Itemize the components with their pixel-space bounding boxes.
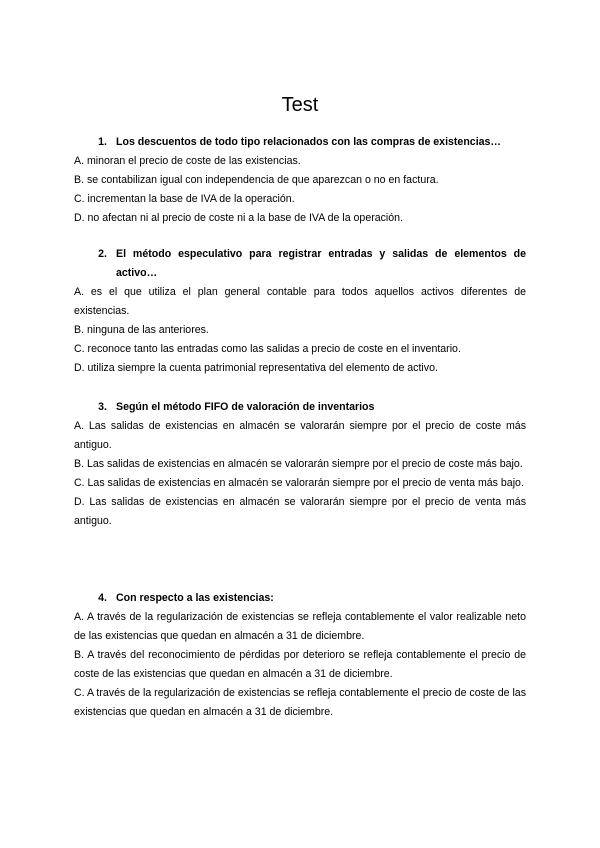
question-text: Con respecto a las existencias: [116,592,274,604]
question-text: Los descuentos de todo tipo relacionados con las compras de existencias… [116,136,502,148]
question-number: 2. [98,248,107,260]
option-c: C. A través de la regularización de existencias se refleja contablemente el precio de coste de las existencias que quedan en almacén a 31 de diciembre. [74,687,526,718]
question-text: El método especulativo para registrar entradas y salidas de elementos de activo… [116,248,526,279]
option-d: D. no afectan ni al precio de coste ni a la base de IVA de la operación. [74,212,404,224]
question-1 [74,133,526,228]
option-b: B. Las salidas de existencias en almacén se valorarán siempre por el precio de coste más bajo. [74,458,523,470]
page-title: Test [281,94,319,116]
option-d: D. Las salidas de existencias en almacén se valorarán siempre por el precio de venta más antiguo. [74,496,526,527]
question-4 [74,589,526,722]
question-header [74,398,526,417]
question-text: Según el método FIFO de valoración de inventarios [116,401,375,413]
question-header [74,133,526,152]
question-header [74,589,526,608]
option-c: C. Las salidas de existencias en almacén se valorarán siempre por el precio de venta más bajo. [74,477,524,489]
question-header [74,245,526,283]
question-number: 3. [98,401,107,413]
option-c: C. reconoce tanto las entradas como las salidas a precio de coste en el inventario. [74,343,461,355]
option-a: A. es el que utiliza el plan general contable para todos aquellos activos diferentes de existencias. [74,286,526,317]
option-b: B. ninguna de las anteriores. [74,324,209,336]
option-a: A. Las salidas de existencias en almacén se valorarán siempre por el precio de coste más antiguo. [74,420,526,451]
option-c: C. incrementan la base de IVA de la operación. [74,193,295,205]
question-number: 4. [98,592,107,604]
option-d: D. utiliza siempre la cuenta patrimonial representativa del elemento de activo. [74,362,438,374]
option-a: A. A través de la regularización de existencias se refleja contablemente el valor realizable neto de las existencias que quedan en almacén a 31 de diciembre. [74,611,526,642]
option-b: B. se contabilizan igual con independencia de que aparezcan o no en factura. [74,174,439,186]
question-2 [74,245,526,378]
question-3 [74,398,526,531]
option-a: A. minoran el precio de coste de las existencias. [74,155,301,167]
question-number: 1. [98,136,107,148]
option-b: B. A través del reconocimiento de pérdidas por deterioro se refleja contablemente el precio de coste de las existencias que quedan en almacén a 31 de diciembre. [74,649,526,680]
